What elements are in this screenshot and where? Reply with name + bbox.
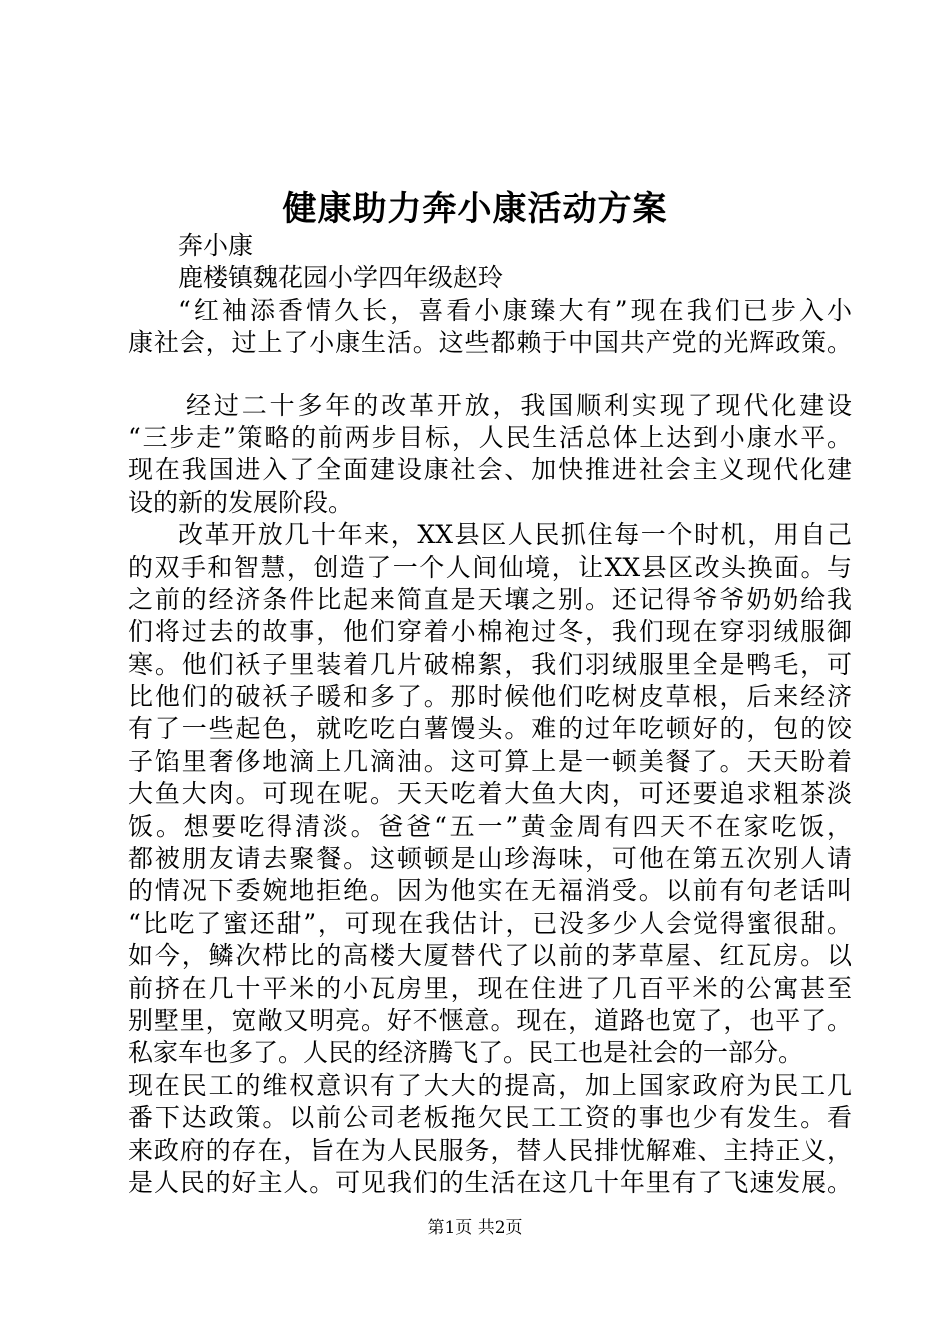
paragraph-line: 的情况下委婉地拒绝。因为他实在无福消受。以前有句老话叫 xyxy=(128,876,852,906)
paragraph-line: 子馅里奢侈地滴上几滴油。这可算上是一顿美餐了。天天盼着 xyxy=(128,746,852,776)
paragraph-line: 比他们的破袄子暖和多了。那时候他们吃树皮草根，后来经济 xyxy=(128,682,852,712)
paragraph-line: “红袖添香情久长，喜看小康臻大有”现在我们已步入小 xyxy=(178,295,852,325)
paragraph-line: 的双手和智慧，创造了一个人间仙境，让XX县区改头换面。与 xyxy=(128,552,852,582)
subtitle-line: 奔小康 xyxy=(178,231,254,260)
paragraph-line: 设的新的发展阶段。 xyxy=(128,487,354,517)
paragraph-line: 改革开放几十年来，XX县区人民抓住每一个时机，用自己 xyxy=(178,520,852,550)
paragraph-line: 大鱼大肉。可现在呢。天天吃着大鱼大肉，可还要追求粗茶淡 xyxy=(128,779,852,809)
paragraph-line: 寒。他们袄子里装着几片破棉絮，我们羽绒服里全是鸭毛，可 xyxy=(128,649,852,679)
paragraph-line: 番下达政策。以前公司老板拖欠民工工资的事也少有发生。看 xyxy=(128,1103,852,1133)
paragraph-line: 康社会，过上了小康生活。这些都赖于中国共产党的光辉政策。 xyxy=(128,328,852,358)
paragraph-1 xyxy=(128,295,852,360)
paragraph-line: 经过二十多年的改革开放，我国顺利实现了现代化建设 xyxy=(186,390,852,420)
paragraph-line: 有了一些起色，就吃吃白薯馒头。难的过年吃顿好的，包的饺 xyxy=(128,714,852,744)
paragraph-line: 现在民工的维权意识有了大大的提高，加上国家政府为民工几 xyxy=(128,1070,852,1100)
paragraph-line: 来政府的存在，旨在为人民服务，替人民排忧解难、主持正义， xyxy=(128,1135,852,1165)
document-body xyxy=(128,230,852,1199)
paragraph-3 xyxy=(128,519,852,1199)
paragraph-line: 别墅里，宽敞又明亮。好不惬意。现在，道路也宽了，也平了。 xyxy=(128,1005,852,1035)
paragraph-line: 们将过去的故事，他们穿着小棉袍过冬，我们现在穿羽绒服御 xyxy=(128,617,852,647)
paragraph-spacer xyxy=(128,360,852,390)
paragraph-line: “比吃了蜜还甜”，可现在我估计，已没多少人会觉得蜜很甜。 xyxy=(128,908,852,938)
paragraph-line: 饭。想要吃得清淡。爸爸“五一”黄金周有四天不在家吃饭， xyxy=(128,811,852,841)
paragraph-line: 都被朋友请去聚餐。这顿顿是山珍海味，可他在第五次别人请 xyxy=(128,844,852,874)
document-title: 健康助力奔小康活动方案 xyxy=(282,189,668,229)
page-footer: 第1页 共2页 xyxy=(427,1218,523,1238)
paragraph-line: 前挤在几十平米的小瓦房里，现在住进了几百平米的公寓甚至 xyxy=(128,973,852,1003)
paragraph-line: “三步走”策略的前两步目标，人民生活总体上达到小康水平。 xyxy=(128,422,852,452)
paragraph-line: 如今，鳞次栉比的高楼大厦替代了以前的茅草屋、红瓦房。以 xyxy=(128,941,852,971)
paragraph-line: 私家车也多了。人民的经济腾飞了。民工也是社会的一部分。 xyxy=(128,1038,804,1068)
paragraph-line: 现在我国进入了全面建设康社会、加快推进社会主义现代化建 xyxy=(128,455,852,485)
paragraph-line: 之前的经济条件比起来简直是天壤之别。还记得爷爷奶奶给我 xyxy=(128,584,852,614)
paragraph-2 xyxy=(128,390,852,520)
author-line: 鹿楼镇魏花园小学四年级赵玲 xyxy=(178,263,504,293)
paragraph-line: 是人民的好主人。可见我们的生活在这几十年里有了飞速发展。 xyxy=(128,1167,852,1197)
